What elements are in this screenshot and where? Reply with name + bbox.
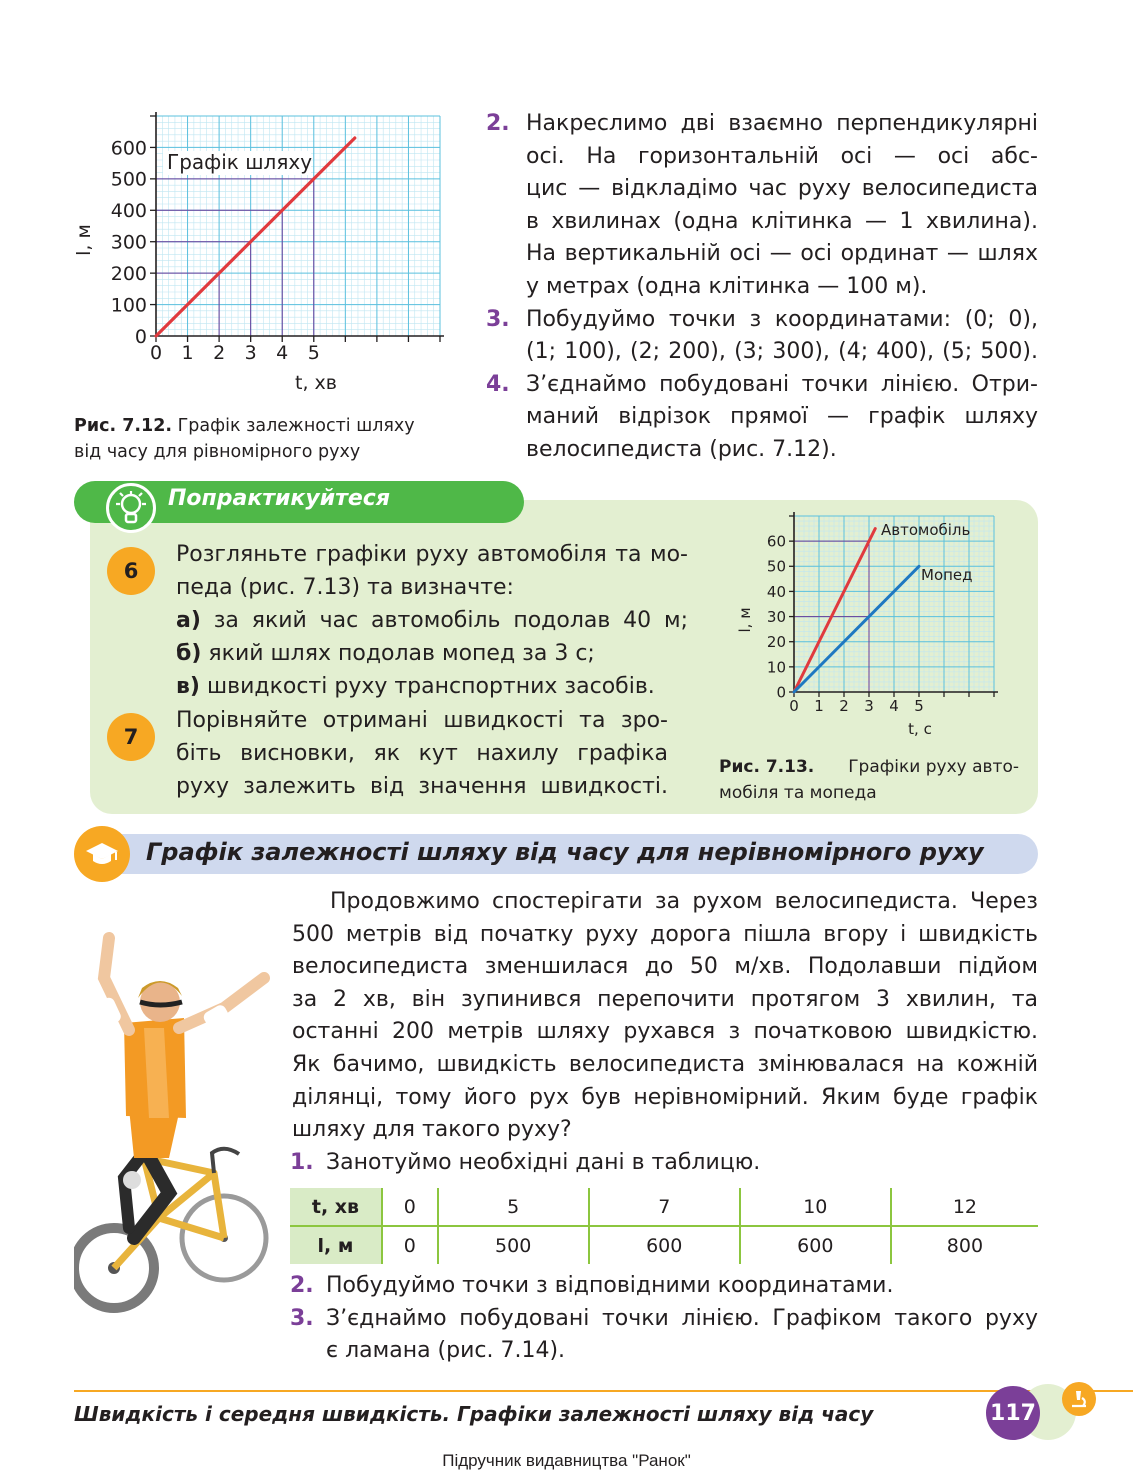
step-number: 1. [290, 1149, 314, 1175]
item-label: а) [176, 608, 201, 633]
table-cell: 600 [589, 1226, 740, 1264]
x-tick-label: 1 [814, 697, 824, 715]
x-tick-label: 4 [889, 697, 899, 715]
table-cell: 12 [891, 1188, 1038, 1226]
body-line: 500 метрів від початку руху дорога пішла вгору і швидкість [292, 921, 1038, 947]
table-cell: 600 [740, 1226, 891, 1264]
x-tick-label: 3 [244, 342, 257, 364]
figure-7-12-chart [60, 100, 460, 400]
step-number: 2. [486, 111, 510, 136]
item-text: за який час автомобіль подолав 40 м; [213, 608, 688, 633]
x-tick-label: 2 [839, 697, 849, 715]
table-cell: 7 [589, 1188, 740, 1226]
task-number-badge: 6 [107, 547, 155, 595]
x-tick-label: 5 [307, 342, 320, 364]
caption-label: Рис. 7.12. [74, 416, 173, 436]
step-line: На вертикальній осі — осі ординат — шлях [526, 241, 1038, 267]
step-line: осі. На горизонтальній осі — осі абс- [526, 143, 1038, 169]
y-tick-label: 0 [776, 683, 786, 702]
practice-title: Попрактикуйтеся [168, 486, 390, 511]
series-line [794, 566, 919, 692]
x-axis-label: t, хв [295, 372, 337, 394]
steps-list-top [486, 108, 1038, 467]
item-label: б) [176, 641, 202, 666]
item-text: швидкості руху транспортних засобів. [206, 674, 655, 699]
chart-title: Графік шляху [167, 150, 313, 174]
y-tick-label: 100 [110, 294, 147, 317]
x-tick-label: 0 [149, 342, 163, 364]
step-3 [486, 304, 1038, 369]
y-tick-label: 500 [110, 168, 147, 191]
series-line [794, 529, 875, 692]
table-cell: 0 [382, 1188, 438, 1226]
step-number: 4. [486, 371, 510, 397]
body-line: велосипедиста зменшилася до 50 м/хв. Подолавши підйом [292, 954, 1038, 980]
y-axis-label: l, м [736, 607, 754, 633]
step-line: велосипедиста (рис. 7.12). [526, 436, 837, 462]
caption-label: Рис. 7.13. [719, 757, 815, 777]
y-tick-label: 400 [110, 200, 147, 223]
page-number: 117 [986, 1386, 1040, 1440]
step-line: Побудуймо точки з координатами: (0; 0), [526, 306, 1038, 332]
step-4 [486, 369, 1038, 467]
body-line: останні 200 метрів шляху рухався з початковою швидкістю. [292, 1019, 1038, 1045]
body-paragraph [292, 886, 1038, 1179]
table-cell: 500 [438, 1226, 589, 1264]
step-number: 3. [290, 1305, 314, 1331]
step-line: цис — відкладімо час руху велосипедиста [526, 176, 1038, 202]
y-tick-label: 0 [134, 325, 147, 348]
y-tick-label: 20 [766, 633, 786, 652]
task-7-text [176, 704, 668, 803]
body-line: Продовжимо спостерігати за рухом велосипедиста. Через [330, 889, 1038, 914]
step-line: (1; 100), (2; 200), (3; 300), (4; 400), (5; 500). [526, 339, 1038, 365]
data-table [290, 1188, 1038, 1264]
item-label: в) [176, 674, 200, 699]
figure-7-13-caption [719, 754, 1019, 806]
task-line: руху залежить від значення швидкості. [176, 774, 668, 799]
caption-text: Графіки руху авто- [848, 757, 1019, 777]
row-header: l, м [290, 1226, 382, 1264]
task-line: Порівняйте отримані швидкості та зро- [176, 708, 668, 733]
x-tick-label: 2 [213, 342, 226, 364]
y-tick-label: 60 [766, 532, 786, 551]
step-line: З’єднаймо побудовані точки лінією. Отри- [526, 371, 1038, 397]
caption-text: Графік залежності шляху [177, 416, 415, 436]
table-row [290, 1226, 1038, 1264]
y-tick-label: 30 [766, 607, 786, 626]
row-header: t, хв [290, 1188, 382, 1226]
y-tick-label: 50 [766, 557, 786, 576]
step-number: 2. [290, 1273, 314, 1298]
x-tick-label: 1 [181, 342, 194, 364]
step-line: маний відрізок прямої — графік шляху [526, 404, 1038, 430]
table-cell: 0 [382, 1226, 438, 1264]
step-text: Занотуймо необхідні дані в таблицю. [326, 1149, 761, 1175]
body-line: шляху для такого руху? [292, 1117, 572, 1143]
task-line: Розгляньте графіки руху автомобіля та мо- [176, 542, 688, 567]
task-number-badge: 7 [107, 713, 155, 761]
task-line: педа (рис. 7.13) та визначте: [176, 575, 514, 600]
step-line: в хвилинах (одна клітинка — 1 хвилина). [526, 208, 1038, 234]
item-text: який шлях подолав мопед за 3 с; [208, 641, 595, 666]
step-number: 3. [486, 306, 510, 332]
step-line: Накреслимо дві взаємно перпендикулярні [526, 111, 1038, 136]
step-2-bottom [290, 1270, 1038, 1303]
series-label: Автомобіль [881, 521, 971, 539]
task-item-c [176, 670, 688, 703]
body-line: ділянці, тому його рух був нерівномірний. Яким буде графік [292, 1084, 1038, 1110]
task-6-text [176, 538, 688, 703]
series-label: Мопед [921, 566, 973, 584]
y-tick-label: 40 [766, 582, 786, 601]
task-line: біть висновки, як кут нахилу графіка [176, 741, 668, 766]
task-item-a [176, 604, 688, 637]
puzzle-bulb-icon [106, 483, 156, 533]
table-cell: 5 [438, 1188, 589, 1226]
step-line: Побудуймо точки з відповідними координатами. [326, 1273, 894, 1298]
cyclist-illustration [74, 918, 284, 1338]
y-tick-label: 300 [110, 231, 147, 254]
step-1 [290, 1147, 1038, 1180]
figure-7-13-chart [720, 510, 1020, 750]
table-cell: 800 [946, 1234, 984, 1257]
step-line: З’єднаймо побудовані точки лінією. Графіком такого руху [326, 1305, 1038, 1331]
figure-7-12-caption [74, 413, 436, 465]
y-axis-label: l, м [73, 224, 95, 256]
step-line: у метрах (одна клітинка — 100 м). [526, 273, 928, 299]
body-line: за 2 хв, він зупинився перепочити протягом 3 хвилин, та [292, 986, 1038, 1012]
body-line: Як бачимо, швидкість велосипедиста змінювалася на кожній [292, 1051, 1038, 1077]
step-2 [486, 108, 1038, 304]
section-title: Графік залежності шляху від часу для нерівномірного руху [146, 838, 984, 866]
caption-text: від часу для рівномірного руху [74, 442, 361, 462]
publisher-note: Підручник видавництва "Ранок" [442, 1451, 691, 1470]
caption-text: мобіля та мопеда [719, 783, 877, 803]
x-tick-label: 3 [864, 697, 874, 715]
y-tick-label: 200 [110, 262, 147, 285]
step-line: є ламана (рис. 7.14). [326, 1338, 566, 1364]
step-3-bottom [290, 1303, 1038, 1368]
table-cell: 10 [740, 1188, 891, 1226]
footer-rule [74, 1390, 1133, 1392]
y-tick-label: 10 [766, 658, 786, 677]
y-tick-label: 600 [110, 137, 147, 160]
task-item-b [176, 637, 688, 670]
x-tick-label: 5 [914, 697, 924, 715]
x-axis-label: t, с [908, 720, 932, 738]
steps-list-bottom [292, 1270, 1038, 1368]
microscope-icon [1062, 1382, 1096, 1416]
graduation-cap-icon [74, 826, 130, 882]
x-tick-label: 4 [276, 342, 289, 364]
x-tick-label: 0 [789, 697, 799, 715]
table-row [290, 1188, 1038, 1226]
footer-chapter-title: Швидкість і середня швидкість. Графіки залежності шляху від часу [74, 1402, 874, 1426]
